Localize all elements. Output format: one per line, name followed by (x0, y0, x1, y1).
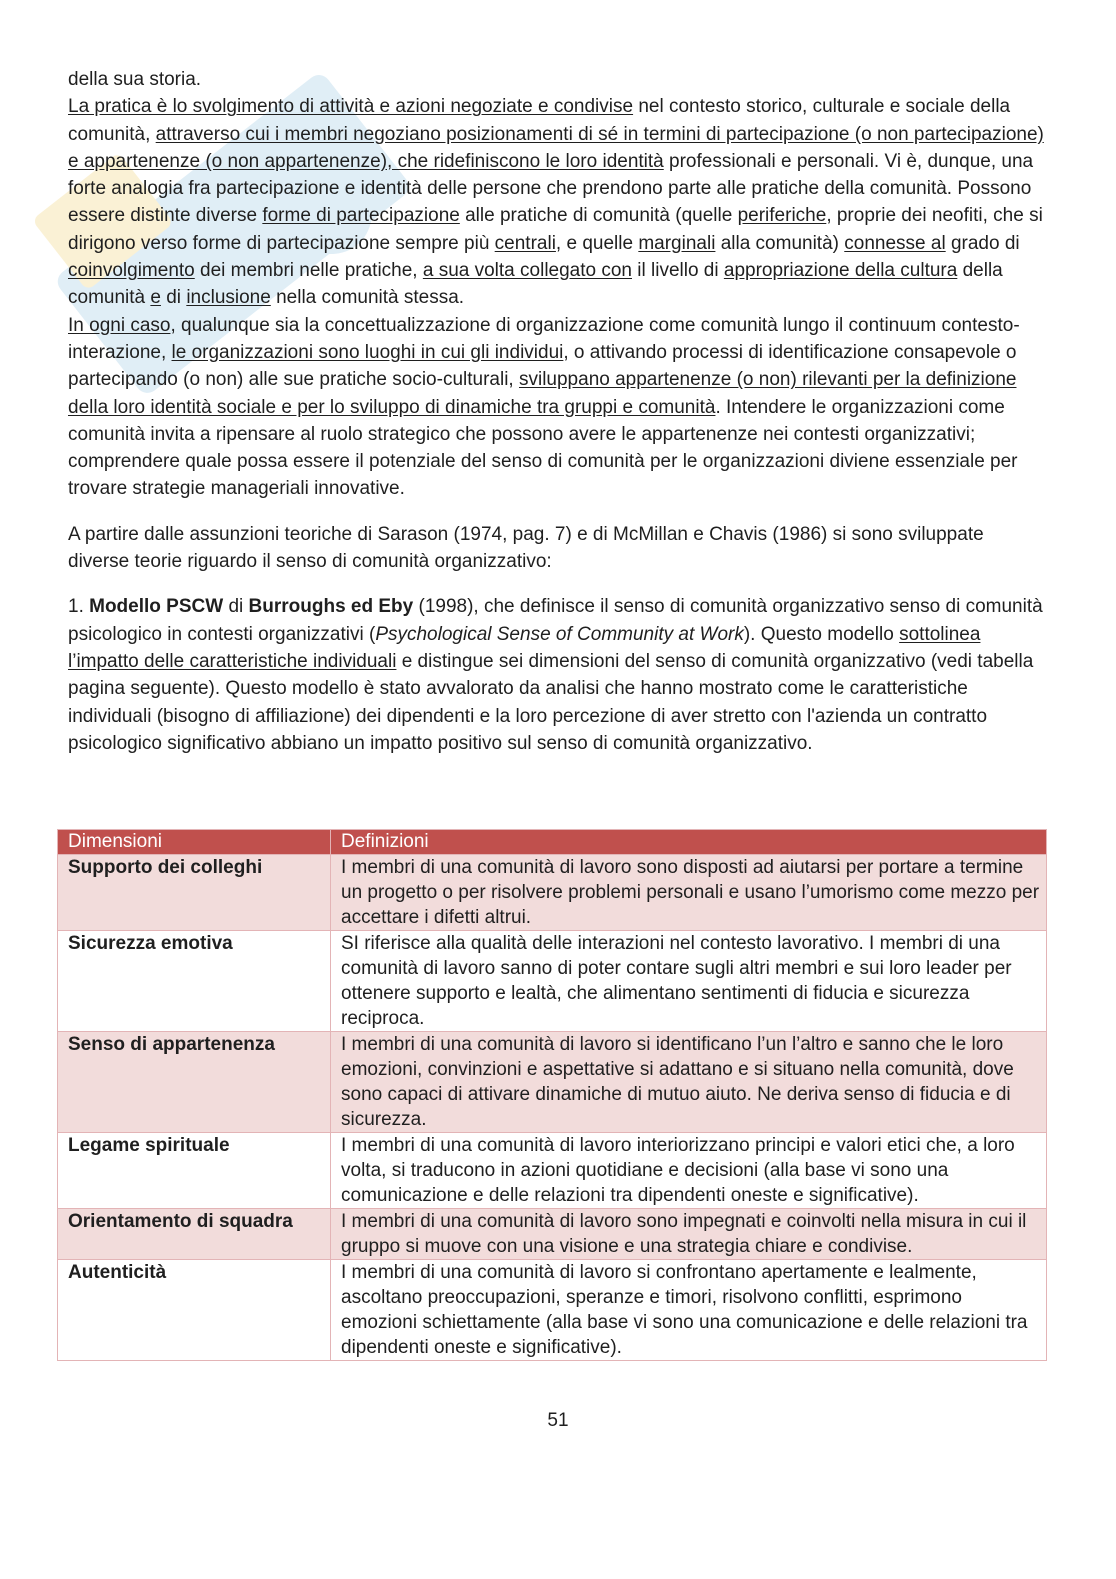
definition-cell: SI riferisce alla qualità delle interazioni nel contesto lavorativo. I membri di una comunità di lavoro sanno di poter contare sugli altri membri e sui loro leader per ottenere supporto e lealtà, che alimentano sentimenti di fiducia e sicurezza reciproca. (331, 931, 1047, 1032)
definition-cell: I membri di una comunità di lavoro si identificano l’un l’altro e sanno che le loro emozioni, convinzioni e aspettative si adattano e si situano nella comunità, dove sono capaci di attivare dinamiche di mutuo aiuto. Ne deriva senso di fiducia e di sicurezza. (331, 1032, 1047, 1133)
paragraph-in-ogni-caso: In ogni caso, qualunque sia la concettualizzazione di organizzazione come comunità lungo il continuum contesto-interazione, le organizzazioni sono luoghi in cui gli individui, o attivando processi di identificazione consapevole o partecipando (o non) alle sue pratiche socio-culturali, sviluppano appartenenze (o non) rilevanti per la definizione della loro identità sociale e per lo sviluppo di dinamiche tra gruppi e comunità. Intendere le organizzazioni come comunità invita a ripensare al ruolo strategico che possono avere le appartenenze nei contesti organizzativi; comprendere quale possa essere il potenziale del senso di comunità per le organizzazioni diviene essenziale per trovare strategie manageriali innovative. (68, 314, 1020, 500)
dimensions-table (57, 829, 1047, 1361)
table-row (58, 855, 1047, 931)
definition-cell: I membri di una comunità di lavoro interiorizzano principi e valori etici che, a loro volta, si traducono in azioni quotidiane e decisioni (alla base vi sono una comunicazione e delle relazioni tra dipendenti oneste e significative). (331, 1133, 1047, 1209)
dimension-cell: Autenticità (58, 1260, 331, 1361)
definition-cell: I membri di una comunità di lavoro sono disposti ad aiutarsi per portare a termine un progetto o per risolvere problemi personali e usano l’umorismo come mezzo per accettare i difetti altrui. (331, 855, 1047, 931)
paragraph-1: della sua storia. (68, 69, 202, 90)
page-body (68, 66, 1048, 757)
table-row (58, 931, 1047, 1032)
dimension-cell: Sicurezza emotiva (58, 931, 331, 1032)
table-row (58, 1032, 1047, 1133)
paragraph-pratica: La pratica è lo svolgimento di attività e azioni negoziate e condivise nel contesto storico, culturale e sociale della comunità, attraverso cui i membri negoziano posizionamenti di sé in termini di partecipazione (o non partecipazione) e appartenenze (o non appartenenze), che ridefiniscono le loro identità professionali e personali. Vi è, dunque, una forte analogia fra partecipazione e identità delle persone che prendono parte alle pratiche della comunità. Possono essere distinte diverse forme di partecipazione alle pratiche di comunità (quelle periferiche, proprie dei neofiti, che si dirigono verso forme di partecipazione sempre più centrali, e quelle marginali alla comunità) connesse al grado di coinvolgimento dei membri nelle pratiche, a sua volta collegato con il livello di appropriazione della cultura della comunità e di inclusione nella comunità stessa. (68, 96, 1044, 309)
table-header-row (58, 830, 1047, 855)
definition-cell: I membri di una comunità di lavoro sono impegnati e coinvolti nella misura in cui il gruppo si muove con una visione e una strategia chiare e condivise. (331, 1209, 1047, 1260)
page-number: 51 (547, 1410, 569, 1431)
header-definizioni: Definizioni (331, 830, 1047, 855)
table-row (58, 1133, 1047, 1209)
definition-cell: I membri di una comunità di lavoro si confrontano apertamente e lealmente, ascoltano preoccupazioni, speranze e timori, risolvono conflitti, esprimono emozioni schiettamente (alla base vi sono una comunicazione e delle relazioni tra dipendenti oneste e significative). (331, 1260, 1047, 1361)
paragraph-sarason: A partire dalle assunzioni teoriche di Sarason (1974, pag. 7) e di McMillan e Chavis (1986) si sono sviluppate diverse teorie riguardo il senso di comunità organizzativo: (68, 523, 984, 573)
header-dimensioni: Dimensioni (58, 830, 331, 855)
table-row (58, 1260, 1047, 1361)
dimension-cell: Senso di appartenenza (58, 1032, 331, 1133)
dimension-cell: Legame spirituale (58, 1133, 331, 1209)
table-row (58, 1209, 1047, 1260)
dimension-cell: Orientamento di squadra (58, 1209, 331, 1260)
paragraph-pscw-model: 1. Modello PSCW di Burroughs ed Eby (1998), che definisce il senso di comunità organizzativo senso di comunità psicologico in contesti organizzativi (Psychological Sense of Community at Work). Questo modello sottolinea l’impatto delle caratteristiche individuali e distingue sei dimensioni del senso di comunità organizzativo (vedi tabella pagina seguente). Questo modello è stato avvalorato da analisi che hanno mostrato come le caratteristiche individuali (bisogno di affiliazione) dei dipendenti e la loro percezione di aver stretto con l'azienda un contratto psicologico significativo abbiano un impatto positivo sul senso di comunità organizzativo. (68, 596, 1043, 754)
dimension-cell: Supporto dei colleghi (58, 855, 331, 931)
